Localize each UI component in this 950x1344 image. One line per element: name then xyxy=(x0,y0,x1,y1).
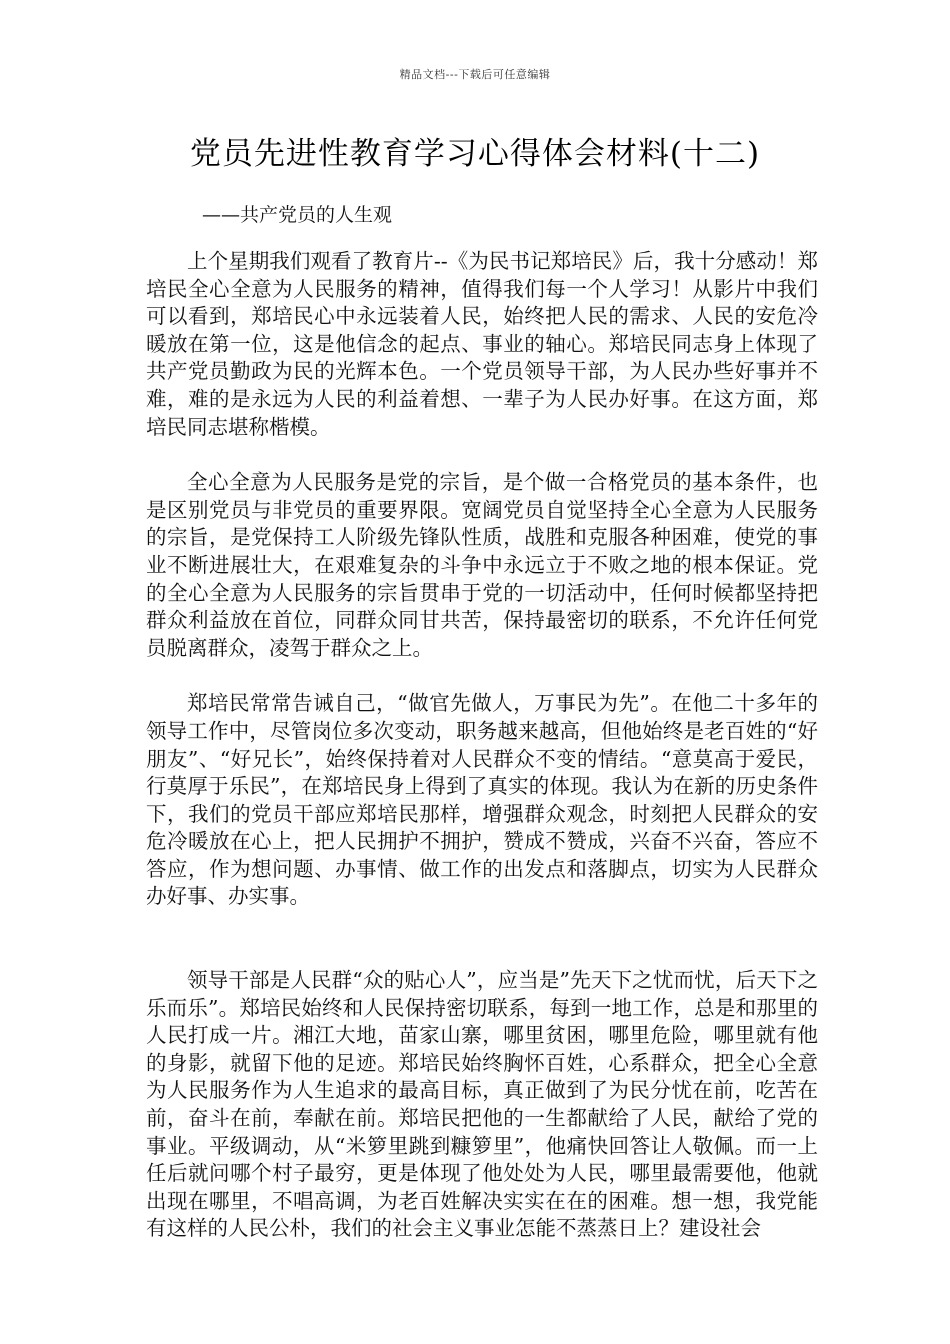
paragraph-1: 上个星期我们观看了教育片--《为民书记郑培民》后，我十分感动！郑培民全心全意为人民服务的精神，值得我们每一个人学习！从影片中我们可以看到，郑培民心中永远装着人民，始终把人民的需求、人民的安危冷暖放在第一位，这是他信念的起点、事业的轴心。郑培民同志身上体现了共产党员勤政为民的光辉本色。一个党员领导干部，为人民办些好事并不难，难的是永远为人民的利益着想、一辈子为人民办好事。在这方面，郑培民同志堪称楷模。 xyxy=(146,249,818,439)
paragraph-3: 郑培民常常告诫自己，“做官先做人，万事民为先”。在他二十多年的领导工作中，尽管岗位多次变动，职务越来越高，但他始终是老百姓的“好朋友”、“好兄长”，始终保持着对人民群众不变的情结。“意莫高于爱民，行莫厚于乐民”，在郑培民身上得到了真实的体现。我认为在新的历史条件下，我们的党员干部应郑培民那样，增强群众观念，时刻把人民群众的安危冷暖放在心上，把人民拥护不拥护，赞成不赞成，兴奋不兴奋，答应不答应，作为想问题、办事情、做工作的出发点和落脚点，切实为人民群众办好事、办实事。 xyxy=(146,691,818,909)
header-note: 精品文档---下载后可任意编辑 xyxy=(399,68,551,81)
document-body xyxy=(146,248,818,1243)
document-title: 党员先进性教育学习心得体会材料(十二) xyxy=(189,136,761,172)
paragraph-4: 领导干部是人民群“众的贴心人”，应当是”先天下之忧而忧，后天下之乐而乐”。郑培民始终和人民保持密切联系，每到一地工作，总是和那里的人民打成一片。湘江大地，苗家山寨，哪里贫困，哪里危险，哪里就有他的身影，就留下他的足迹。郑培民始终胸怀百姓，心系群众，把全心全意为人民服务作为人生追求的最高目标，真正做到了为民分忧在前，吃苦在前，奋斗在前，奉献在前。郑培民把他的一生都献给了人民，献给了党的事业。平级调动，从“米箩里跳到糠箩里”，他痛快回答让人敬佩。而一上任后就问哪个村子最穷，更是体现了他处处为人民，哪里最需要他，他就出现在哪里，不唱高调，为老百姓解决实实在在的困难。想一想，我党能有这样的人民公朴，我们的社会主义事业怎能不蒸蒸日上？建设社会 xyxy=(146,968,818,1241)
paragraph-2: 全心全意为人民服务是党的宗旨，是个做一合格党员的基本条件，也是区别党员与非党员的重要界限。宽阔党员自觉坚持全心全意为人民服务的宗旨，是党保持工人阶级先锋队性质，战胜和克服各种困难，使党的事业不断进展壮大，在艰难复杂的斗争中永远立于不败之地的根本保证。党的全心全意为人民服务的宗旨贯串于党的一切活动中，任何时候都坚持把群众利益放在首位，同群众同甘共苦，保持最密切的联系，不允许任何党员脱离群众，凌驾于群众之上。 xyxy=(146,470,818,660)
document-subtitle: ——共产党员的人生观 xyxy=(202,204,393,226)
